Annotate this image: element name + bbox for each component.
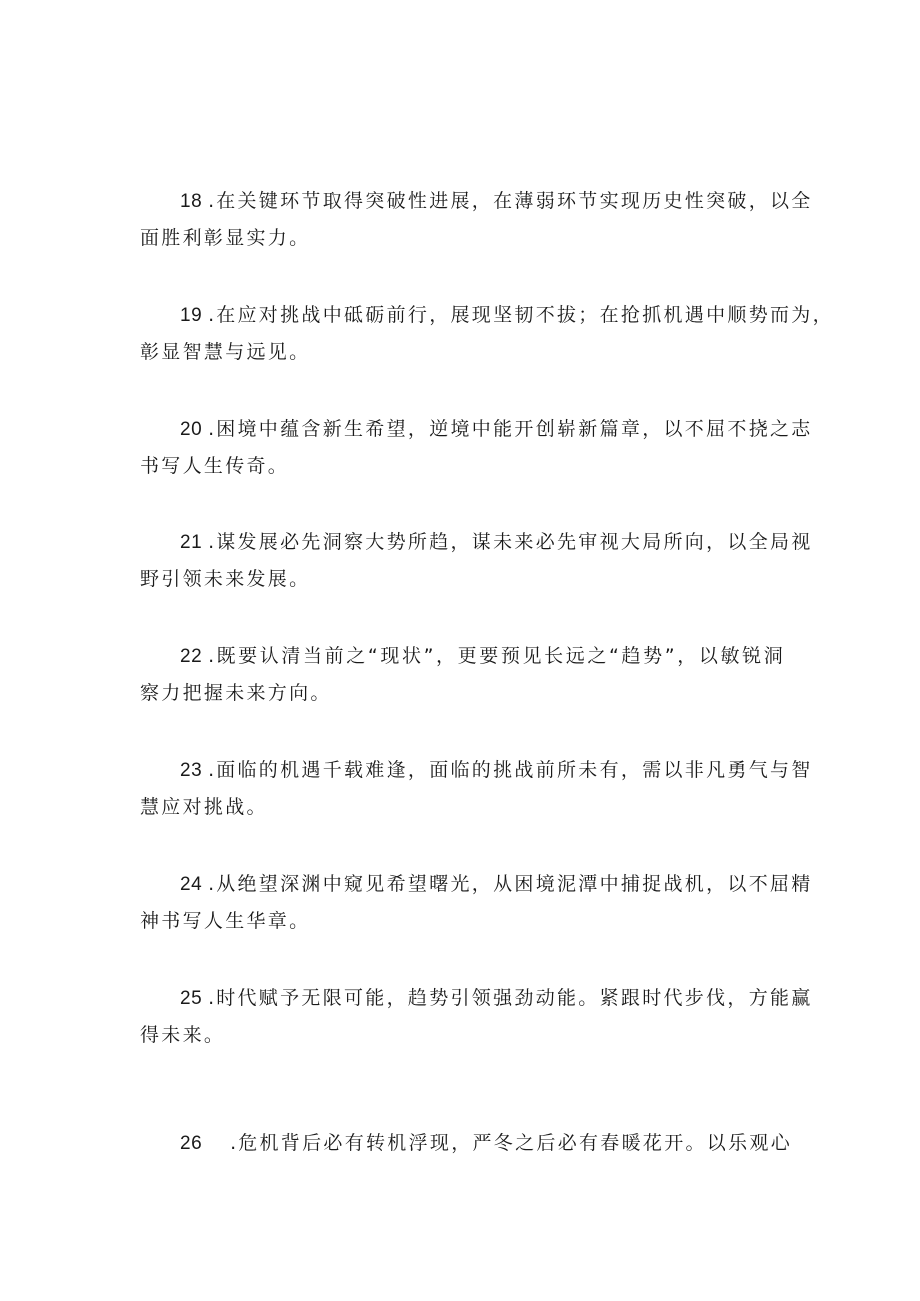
list-item-24 xyxy=(140,866,813,940)
list-item-18 xyxy=(140,183,813,257)
item-separator: . xyxy=(208,304,215,326)
item-first-line xyxy=(140,297,834,334)
item-first-line xyxy=(140,183,813,220)
item-text-line1: 在关键环节取得突破性进展，在薄弱环节实现历史性突破，以全 xyxy=(216,190,813,212)
item-text-line2: 彰显智慧与远见。 xyxy=(140,341,311,363)
item-text-line1: 既要认清当前之“现状”，更要预见长远之“趋势”，以敏锐洞 xyxy=(216,645,785,667)
item-text-line2: 书写人生传奇。 xyxy=(140,455,290,477)
item-text-line1: 面临的机遇千载难逢，面临的挑战前所未有，需以非凡勇气与智 xyxy=(216,759,813,781)
list-item-23 xyxy=(140,752,813,826)
item-text-line2: 神书写人生华章。 xyxy=(140,910,311,932)
list-item-25 xyxy=(140,980,813,1054)
item-separator: . xyxy=(230,1132,237,1154)
item-number: 20 xyxy=(180,419,203,440)
list-item-20 xyxy=(140,411,813,485)
item-first-line xyxy=(140,866,813,903)
item-number: 18 xyxy=(180,191,203,212)
item-text-line1: 时代赋予无限可能，趋势引领强劲动能。紧跟时代步伐，方能赢 xyxy=(216,987,813,1009)
item-text-line2: 得未来。 xyxy=(140,1024,226,1046)
item-separator: . xyxy=(208,759,215,781)
item-number: 21 xyxy=(180,532,203,553)
item-text-line1: 危机背后必有转机浮现，严冬之后必有春暖花开。以乐观心 xyxy=(238,1132,792,1154)
item-text-line2: 野引领未来发展。 xyxy=(140,568,311,590)
item-first-line xyxy=(140,752,813,789)
item-separator: . xyxy=(208,190,215,212)
item-first-line xyxy=(140,524,813,561)
item-text-line2: 察力把握未来方向。 xyxy=(140,682,332,704)
item-first-line xyxy=(140,980,813,1017)
item-text-line2: 慧应对挑战。 xyxy=(140,796,268,818)
item-text-line2: 面胜利彰显实力。 xyxy=(140,227,311,249)
item-separator: . xyxy=(208,531,215,553)
item-first-line xyxy=(140,411,813,448)
list-item-21 xyxy=(140,524,813,598)
item-number: 26 xyxy=(180,1133,203,1154)
item-text-line1: 谋发展必先洞察大势所趋，谋未来必先审视大局所向，以全局视 xyxy=(216,531,813,553)
item-separator: . xyxy=(208,873,215,895)
item-number: 19 xyxy=(180,305,203,326)
item-number: 23 xyxy=(180,760,203,781)
item-separator: . xyxy=(208,987,215,1009)
item-number: 24 xyxy=(180,874,203,895)
item-number: 25 xyxy=(180,988,203,1009)
item-separator: . xyxy=(208,645,215,667)
list-item-19 xyxy=(140,297,834,371)
item-text-line1: 困境中蕴含新生希望，逆境中能开创崭新篇章，以不屈不挠之志 xyxy=(216,418,813,440)
item-number: 22 xyxy=(180,646,203,667)
list-item-22 xyxy=(140,638,785,712)
list-item-26 xyxy=(140,1125,792,1162)
item-text-line1: 在应对挑战中砥砺前行，展现坚韧不拔；在抢抓机遇中顺势而为， xyxy=(216,304,834,326)
item-first-line xyxy=(140,638,785,675)
item-separator: . xyxy=(208,418,215,440)
item-first-line xyxy=(140,1125,792,1162)
item-text-line1: 从绝望深渊中窥见希望曙光，从困境泥潭中捕捉战机，以不屈精 xyxy=(216,873,813,895)
